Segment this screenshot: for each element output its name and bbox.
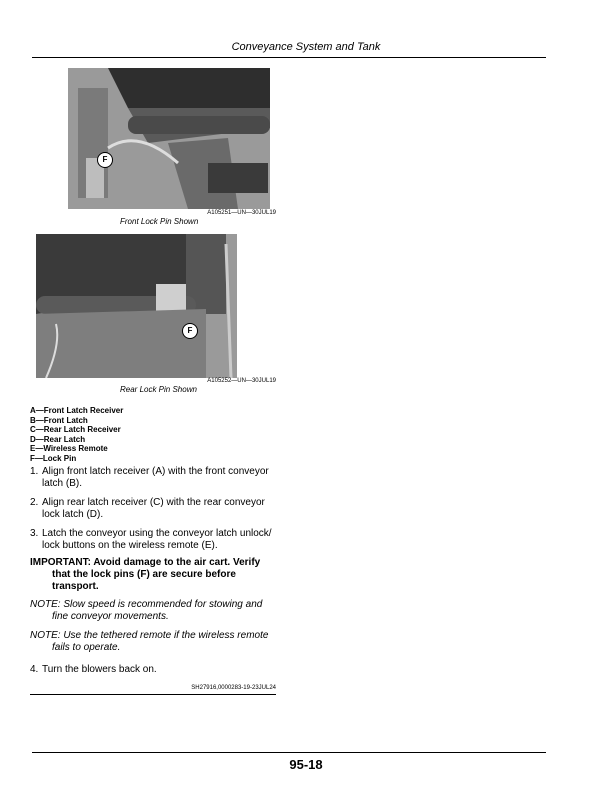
legend-item: A—Front Latch Receiver (30, 406, 124, 415)
callout-f: F (182, 323, 198, 339)
note-line: fine conveyor movements. (52, 611, 169, 622)
note-line: fails to operate. (52, 642, 121, 653)
step-text (42, 497, 265, 521)
legend-item: F—Lock Pin (30, 453, 77, 463)
step-number: 1. (30, 466, 39, 477)
note (30, 599, 280, 623)
legend-item: C—Rear Latch Receiver (30, 425, 121, 434)
step-number: 3. (30, 528, 39, 539)
rear-lock-pin-illustration (36, 234, 237, 378)
footer-rule (32, 752, 546, 753)
step-number: 4. (30, 664, 39, 675)
section-rule (30, 694, 276, 695)
important-line: transport. (52, 581, 99, 592)
step-text: Turn the blowers back on. (42, 664, 157, 675)
page-number: 95-18 (289, 757, 323, 772)
note-line: NOTE: Use the tethered remote if the wireless remote (30, 630, 269, 641)
page-header-title: Conveyance System and Tank (231, 41, 381, 53)
note-line: NOTE: Slow speed is recommended for stowing and (30, 599, 263, 610)
important-line: IMPORTANT: Avoid damage to the air cart. Verify (30, 557, 261, 568)
step-item (30, 528, 280, 552)
step-number: 2. (30, 497, 39, 508)
step-line: latch (B). (42, 478, 83, 489)
step-item (30, 497, 280, 521)
document-reference: SH27916,0000283-19-23JUL24 (191, 685, 276, 691)
step-line: lock buttons on the wireless remote (E). (42, 540, 218, 551)
figure-code: A105252—UN—30JUL19 (207, 378, 276, 384)
figure-caption: Front Lock Pin Shown (120, 217, 199, 226)
step-line: Latch the conveyor using the conveyor latch unlock/ (42, 528, 272, 539)
step-item (30, 466, 280, 490)
figure-code: A105251—UN—30JUL19 (207, 210, 276, 216)
step-item (30, 664, 280, 676)
important-line: that the lock pins (F) are secure before (52, 569, 236, 580)
legend (30, 406, 123, 463)
steps-list (30, 466, 280, 559)
legend-item: D—Rear Latch (30, 434, 86, 444)
front-lock-pin-illustration (68, 68, 270, 209)
callout-f: F (97, 152, 113, 168)
figure-caption: Rear Lock Pin Shown (120, 385, 197, 394)
step-line: Align rear latch receiver (C) with the rear conveyor (42, 497, 265, 508)
legend-item: E—Wireless Remote (30, 444, 108, 453)
header-rule (32, 57, 546, 58)
step-text (42, 466, 269, 490)
legend-item: B—Front Latch (30, 415, 88, 425)
important-notice (30, 557, 280, 593)
step-line: lock latch (D). (42, 509, 104, 520)
step-text (42, 528, 272, 552)
note (30, 630, 280, 654)
front-lock-pin-figure (68, 68, 270, 209)
rear-lock-pin-figure (36, 234, 237, 378)
step-line: Align front latch receiver (A) with the front conveyor (42, 466, 269, 477)
